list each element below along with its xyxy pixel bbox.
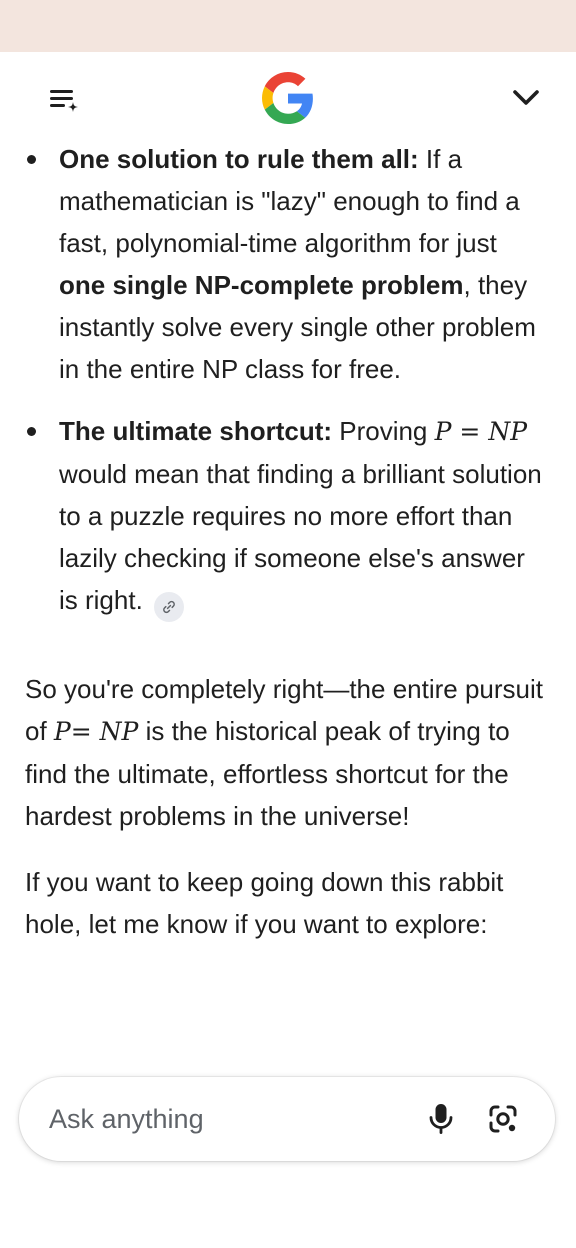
microphone-icon [426,1102,456,1136]
prompt-input-bar [19,1077,555,1161]
response-paragraph [0,668,576,837]
math-p: P [53,717,71,746]
math-equals: = [459,417,481,446]
status-bar-area [0,0,576,52]
navigation-area [0,1180,576,1248]
bullet-heading: One solution to rule them all: [59,144,419,174]
response-content [0,138,576,1080]
top-app-bar [0,52,576,144]
ask-input[interactable] [49,1097,409,1141]
collapse-button[interactable] [502,74,550,122]
bullet-heading: The ultimate shortcut: [59,416,333,446]
lens-button[interactable] [479,1095,527,1143]
math-np: NP [99,717,139,746]
bullet-list [0,138,576,622]
math-equals: = [70,717,92,746]
bullet-text: would mean that finding a brilliant solution to a puzzle requires no more effort than lazily checking if someone else's answer is right. [59,459,542,615]
chevron-down-icon [511,83,541,113]
source-link-chip[interactable] [154,592,184,622]
google-logo [262,72,314,124]
math-expression [54,717,138,746]
menu-sparkle-icon [47,83,81,117]
bullet-text: Proving [332,416,435,446]
bullet-dot [27,427,36,436]
bullet-text: , they instantly solve every single other problem in the entire NP class for free. [59,270,536,384]
math-expression [435,417,527,446]
list-item [0,410,576,622]
camera-lens-icon [487,1103,519,1135]
list-item [0,138,576,390]
paragraph-text: So you're completely right—the entire pursuit of [25,674,543,746]
bullet-emphasis: one single NP-complete problem [59,270,464,300]
menu-button[interactable] [40,76,88,124]
math-np: NP [488,417,528,446]
bullet-dot [27,155,36,164]
bullet-text: If a mathematician is "lazy" enough to find a fast, polynomial-time algorithm for just [59,144,520,258]
google-g-logo-icon [262,72,314,124]
link-icon [161,599,177,615]
response-paragraph: If you want to keep going down this rabbit hole, let me know if you want to explore: [25,867,504,939]
voice-input-button[interactable] [417,1095,465,1143]
math-p: P [434,417,452,446]
paragraph-text: is the historical peak of trying to find the ultimate, effortless shortcut for the hardest problems in the universe! [25,716,510,831]
